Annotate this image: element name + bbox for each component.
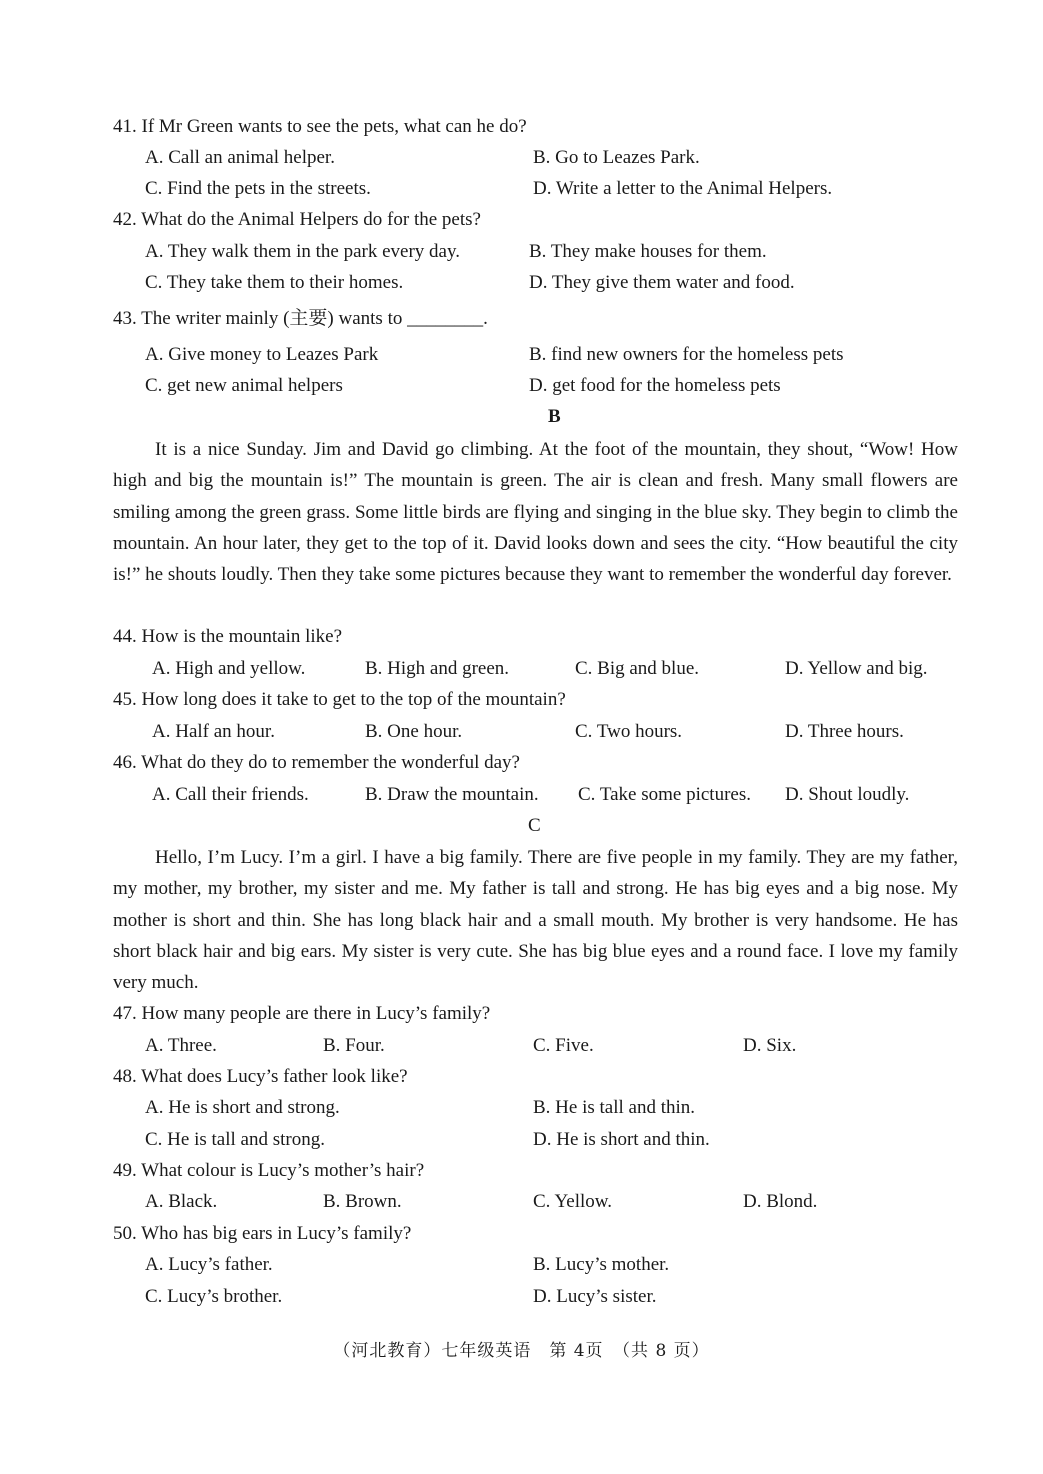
section-b-passage: It is a nice Sunday. Jim and David go climbing. At the foot of the mountain, they shout, “Wow! How high and big the mountain is!” The mountain is green. The air is clean and fresh. Many small flowers are smiling among the green grass. Some little birds are flying and singing in the blue sky. They begin to climb the mountain. An hour later, they get to the top of it. David looks down and sees the city. “How beautiful the city is!” he shouts loudly. Then they take some pictures because they want to remember the wonderful day forever. [113, 439, 958, 586]
q50-option-c: C. Lucy’s brother. [145, 1286, 283, 1307]
q45-option-d: D. Three hours. [785, 721, 904, 742]
page-footer: （河北教育）七年级英语 第 4页 （共 8 页） [333, 1341, 710, 1361]
q45-option-b: B. One hour. [365, 721, 463, 742]
question-48: 48. What does Lucy’s father look like? [113, 1066, 408, 1087]
q46-option-b: B. Draw the mountain. [365, 784, 539, 805]
section-c-heading: C [528, 815, 541, 836]
question-49: 49. What colour is Lucy’s mother’s hair? [113, 1160, 425, 1181]
q47-option-a: A. Three. [145, 1035, 217, 1056]
q44-option-a: A. High and yellow. [152, 658, 306, 679]
q47-option-b: B. Four. [323, 1035, 385, 1056]
q42-option-a: A. They walk them in the park every day. [145, 241, 460, 262]
q43-option-a: A. Give money to Leazes Park [145, 344, 379, 365]
q47-option-c: C. Five. [533, 1035, 594, 1056]
q48-option-b: B. He is tall and thin. [533, 1097, 696, 1118]
question-50: 50. Who has big ears in Lucy’s family? [113, 1223, 412, 1244]
section-b-heading: B [548, 406, 561, 427]
question-44: 44. How is the mountain like? [113, 626, 343, 647]
q48-option-c: C. He is tall and strong. [145, 1129, 325, 1150]
q44-option-c: C. Big and blue. [575, 658, 700, 679]
q50-option-d: D. Lucy’s sister. [533, 1286, 657, 1307]
q41-option-a: A. Call an animal helper. [145, 147, 335, 168]
q47-option-d: D. Six. [743, 1035, 797, 1056]
q50-option-b: B. Lucy’s mother. [533, 1254, 670, 1275]
question-41: 41. If Mr Green wants to see the pets, what can he do? [113, 116, 527, 137]
q45-option-c: C. Two hours. [575, 721, 683, 742]
q44-option-d: D. Yellow and big. [785, 658, 928, 679]
q43-option-d: D. get food for the homeless pets [529, 375, 781, 396]
q48-option-d: D. He is short and thin. [533, 1129, 710, 1150]
q41-option-b: B. Go to Leazes Park. [533, 147, 700, 168]
q49-option-a: A. Black. [145, 1191, 218, 1212]
q46-option-c: C. Take some pictures. [578, 784, 751, 805]
q42-option-d: D. They give them water and food. [529, 272, 795, 293]
q44-option-b: B. High and green. [365, 658, 510, 679]
q46-option-d: D. Shout loudly. [785, 784, 910, 805]
question-46: 46. What do they do to remember the wonderful day? [113, 752, 520, 773]
q41-option-c: C. Find the pets in the streets. [145, 178, 371, 199]
q43-option-c: C. get new animal helpers [145, 375, 343, 396]
q43-option-b: B. find new owners for the homeless pets [529, 344, 844, 365]
question-45: 45. How long does it take to get to the top of the mountain? [113, 689, 566, 710]
q45-option-a: A. Half an hour. [152, 721, 275, 742]
question-47: 47. How many people are there in Lucy’s family? [113, 1003, 491, 1024]
q46-option-a: A. Call their friends. [152, 784, 309, 805]
q41-option-d: D. Write a letter to the Animal Helpers. [533, 178, 833, 199]
question-43: 43. The writer mainly (主要) wants to ________. [113, 308, 488, 329]
q49-option-b: B. Brown. [323, 1191, 402, 1212]
q42-option-c: C. They take them to their homes. [145, 272, 404, 293]
q50-option-a: A. Lucy’s father. [145, 1254, 273, 1275]
q42-option-b: B. They make houses for them. [529, 241, 767, 262]
section-c-passage: Hello, I’m Lucy. I’m a girl. I have a big family. There are five people in my family. They are my father, my mother, my brother, my sister and me. My father is tall and strong. He has big eyes and a big nose. My mother is short and thin. She has long black hair and a small mouth. My brother is very handsome. He has short black hair and big ears. My sister is very cute. She has big blue eyes and a round face. I love my family very much. [113, 847, 958, 994]
question-42: 42. What do the Animal Helpers do for the pets? [113, 209, 481, 230]
q49-option-d: D. Blond. [743, 1191, 818, 1212]
q48-option-a: A. He is short and strong. [145, 1097, 340, 1118]
q49-option-c: C. Yellow. [533, 1191, 613, 1212]
